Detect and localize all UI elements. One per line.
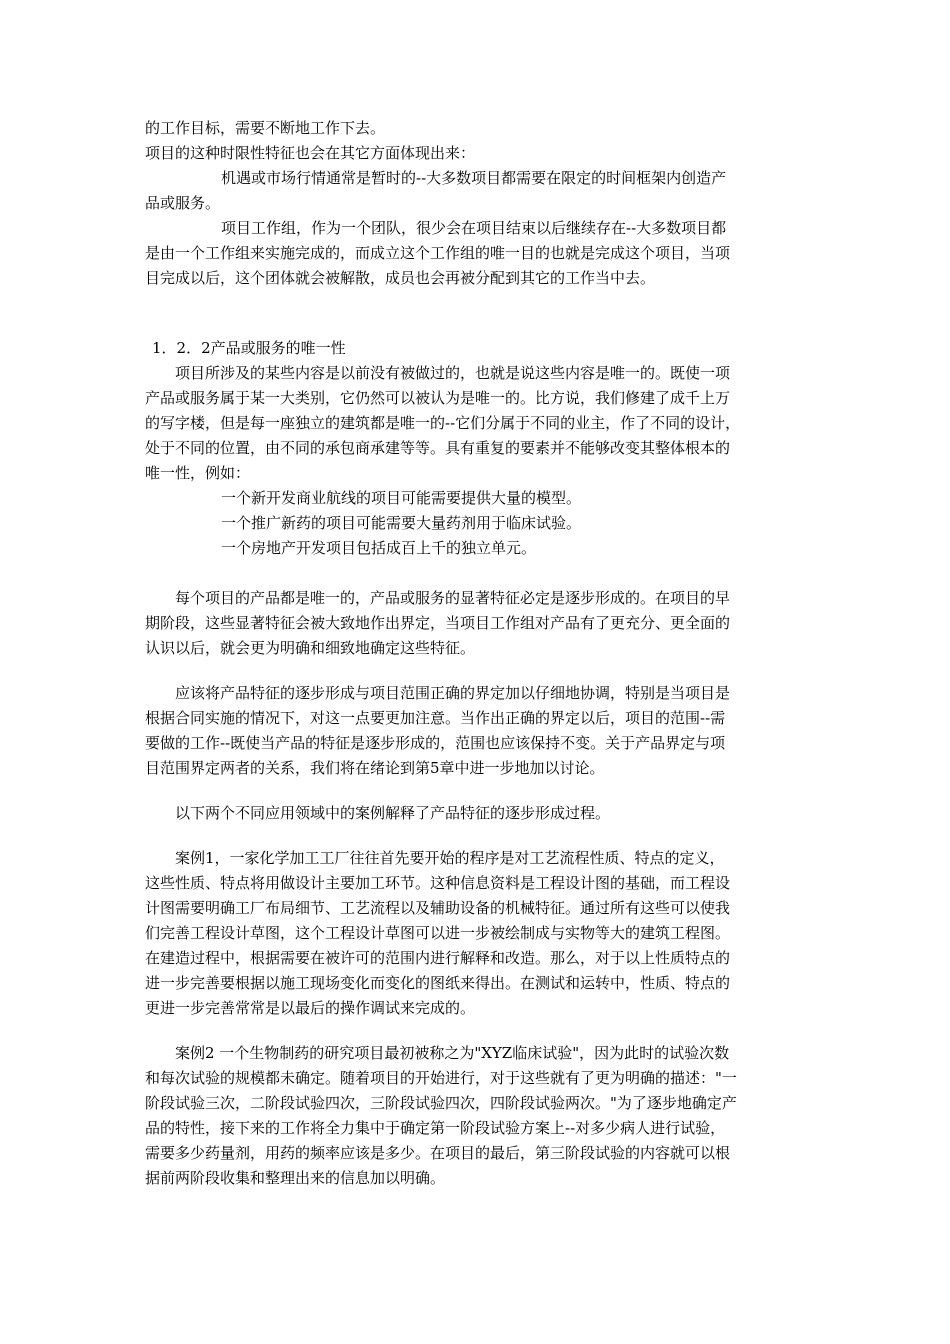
text-line: 应该将产品特征的逐步形成与项目范围正确的界定加以仔细地协调，特别是当项目是: [175, 684, 731, 702]
text-line: 以下两个不同应用领域中的案例解释了产品特征的逐步形成过程。: [175, 804, 611, 822]
text-line: 产品或服务属于某一大类别，它仍然可以被认为是唯一的。比方说，我们修建了成千上万: [145, 389, 731, 407]
text-line: 在建造过程中，根据需要在被许可的范围内进行解释和改造。那么，对于以上性质特点的: [145, 949, 731, 967]
text-line: 进一步完善要根据以施工现场变化而变化的图纸来得出。在测试和运转中，性质、特点的: [145, 974, 731, 992]
text-line: 阶段试验三次，二阶段试验四次，三阶段试验四次，四阶段试验两次。"为了逐步地确定产: [145, 1094, 737, 1112]
text-line: 品或服务。: [145, 194, 221, 212]
text-line: 的写字楼，但是每一座独立的建筑都是唯一的--它们分属于不同的业主，作了不同的设计，: [145, 414, 741, 432]
list-item: 一个推广新药的项目可能需要大量药剂用于临床试验。: [221, 514, 582, 532]
text-line: 项目所涉及的某些内容是以前没有被做过的，也就是说这些内容是唯一的。既使一项: [175, 364, 731, 382]
text-line: 更进一步完善常常是以最后的操作调试来完成的。: [145, 999, 476, 1017]
text-line: 唯一性，例如：: [145, 464, 251, 482]
list-item: 一个房地产开发项目包括成百上千的独立单元。: [221, 539, 537, 557]
text-line: 案例2 一个生物制药的研究项目最初被称之为"XYZ临床试验"，因为此时的试验次数: [175, 1044, 730, 1062]
text-line: 目范围界定两者的关系，我们将在绪论到第5章中进一步地加以讨论。: [145, 759, 605, 777]
text-line: 品的特性，接下来的工作将全力集中于确定第一阶段试验方案上--对多少病人进行试验，: [145, 1119, 726, 1137]
document-page: [145, 116, 815, 1191]
text-line: 处于不同的位置，由不同的承包商承建等等。具有重复的要素并不能够改变其整体根本的: [145, 439, 731, 457]
section-heading: 1．2．2产品或服务的唯一性: [152, 339, 346, 357]
text-line: 根据合同实施的情况下，对这一点要更加注意。当作出正确的界定以后，项目的范围--需: [145, 709, 726, 727]
paragraph: [145, 801, 815, 826]
paragraph: [145, 586, 815, 661]
text-line: 需要多少药量剂，用药的频率应该是多少。在项目的最后，第三阶段试验的内容就可以根: [145, 1144, 731, 1162]
text-line: 的工作目标，需要不断地工作下去。: [145, 119, 386, 137]
paragraph: [145, 361, 815, 486]
list-item: 一个新开发商业航线的项目可能需要提供大量的模型。: [221, 489, 582, 507]
case-1-paragraph: [145, 846, 815, 1021]
case-2-paragraph: [145, 1041, 815, 1191]
intro-section: [145, 116, 815, 291]
text-line: 要做的工作--既使当产品的特征是逐步形成的，范围也应该保持不变。关于产品界定与项: [145, 734, 726, 752]
text-line: 期阶段，这些显著特征会被大致地作出界定，当项目工作组对产品有了更充分、更全面的: [145, 614, 731, 632]
text-line: 项目的这种时限性特征也会在其它方面体现出来：: [145, 144, 476, 162]
text-line: 机遇或市场行情通常是暂时的--大多数项目都需要在限定的时间框架内创造产: [221, 169, 727, 187]
text-line: 这些性质、特点将用做设计主要加工环节。这种信息资料是工程设计图的基础，而工程设: [145, 874, 731, 892]
paragraph: [145, 681, 815, 781]
example-list: [145, 486, 815, 561]
text-line: 是由一个工作组来实施完成的，而成立这个工作组的唯一目的也就是完成这个项目，当项: [145, 244, 731, 262]
text-line: 项目工作组，作为一个团队，很少会在项目结束以后继续存在--大多数项目都: [221, 219, 727, 237]
text-line: 目完成以后，这个团体就会被解散，成员也会再被分配到其它的工作当中去。: [145, 269, 656, 287]
text-line: 们完善工程设计草图，这个工程设计草图可以进一步被绘制成与实物等大的建筑工程图。: [145, 924, 731, 942]
text-line: 案例1，一家化学加工工厂往往首先要开始的程序是对工艺流程性质、特点的定义，: [175, 849, 725, 867]
text-line: 认识以后，就会更为明确和细致地确定这些特征。: [145, 639, 476, 657]
text-line: 和每次试验的规模都未确定。随着项目的开始进行，对于这些就有了更为明确的描述："一: [145, 1069, 737, 1087]
text-line: 据前两阶段收集和整理出来的信息加以明确。: [145, 1169, 446, 1187]
text-line: 每个项目的产品都是唯一的，产品或服务的显著特征必定是逐步形成的。在项目的早: [175, 589, 731, 607]
text-line: 计图需要明确工厂布局细节、工艺流程以及辅助设备的机械特征。通过所有这些可以使我: [145, 899, 731, 917]
